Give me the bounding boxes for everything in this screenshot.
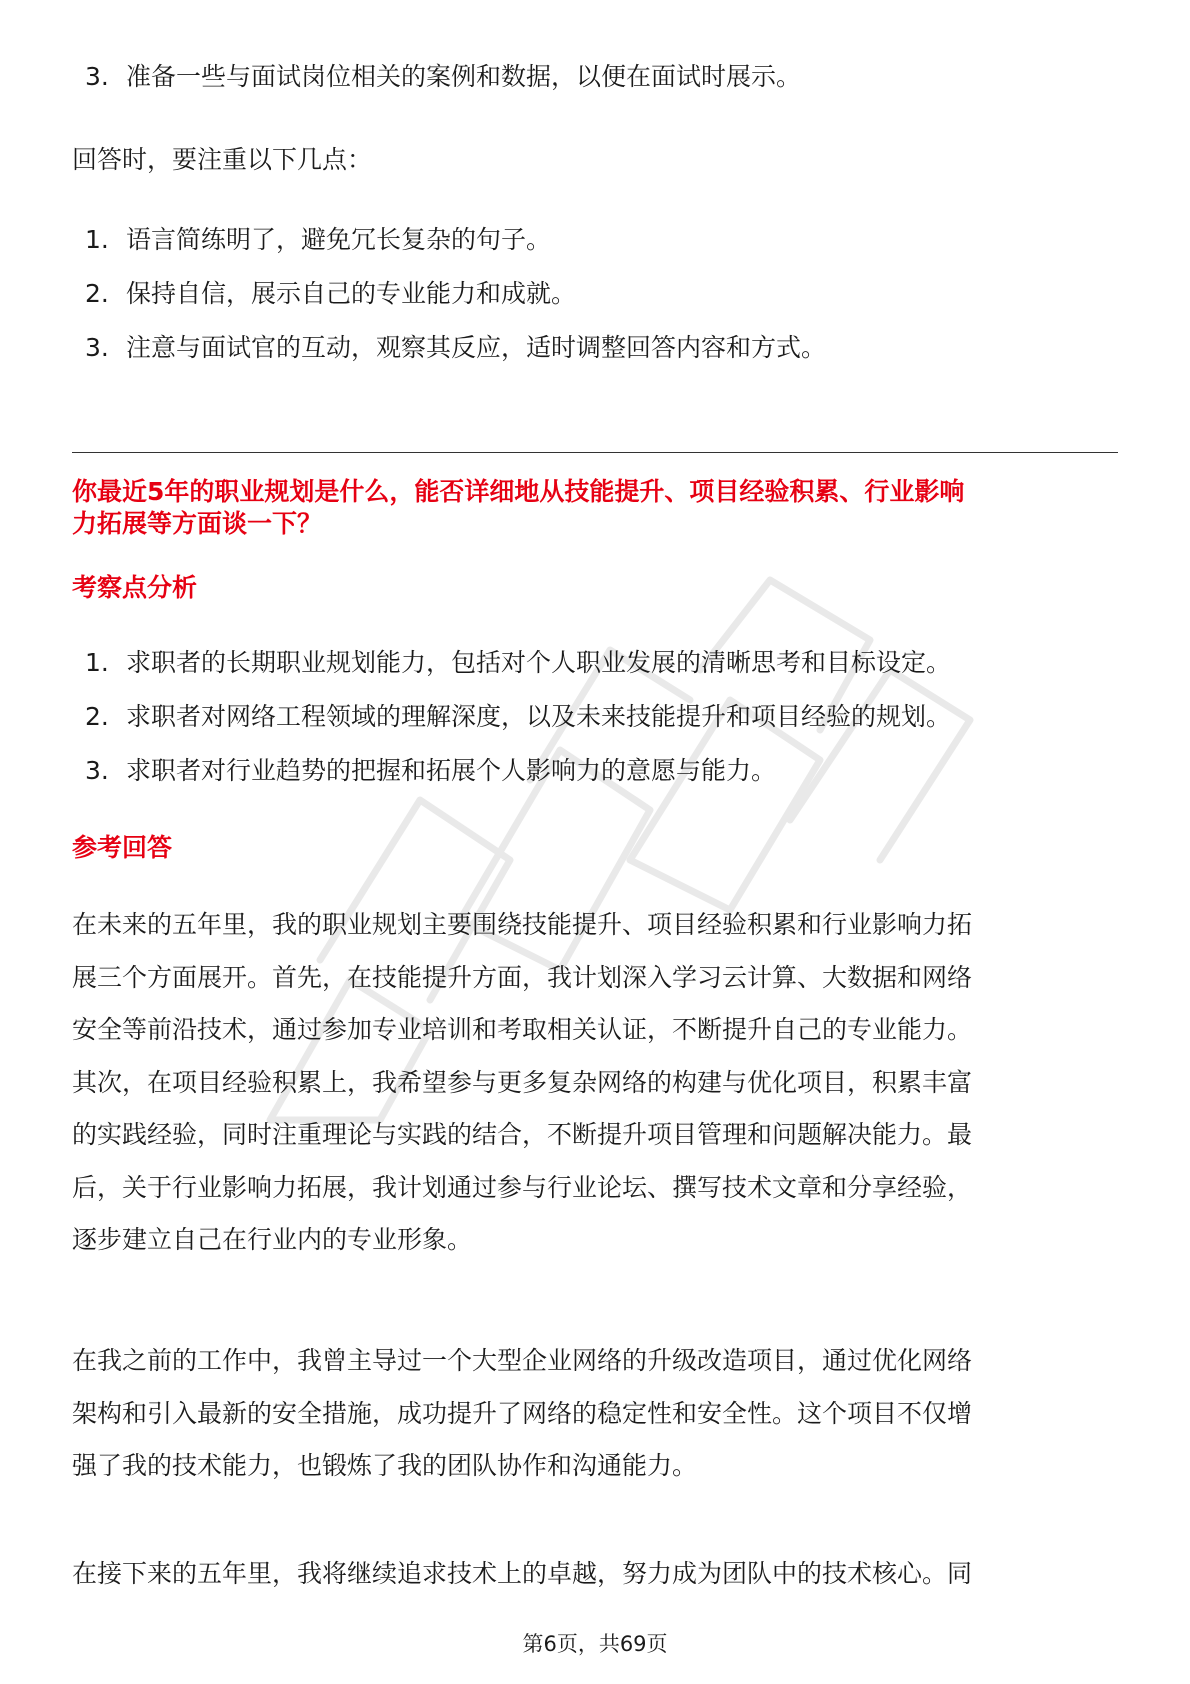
list-text: 语言简练明了，避免冗长复杂的句子。	[126, 225, 552, 254]
list-item	[72, 752, 1118, 790]
paragraph-line: 逐步建立自己在行业内的专业形象。	[72, 1225, 473, 1254]
answer-paragraph-1	[72, 899, 1118, 1267]
list-text: 保持自信，展示自己的专业能力和成就。	[126, 279, 577, 308]
preparation-list	[72, 58, 1118, 96]
paragraph-line: 在未来的五年里，我的职业规划主要围绕技能提升、项目经验积累和行业影响力拓	[72, 910, 973, 939]
list-item	[72, 58, 1118, 96]
list-item	[72, 221, 1118, 259]
answer-heading: 参考回答	[72, 833, 173, 862]
list-item	[72, 329, 1118, 367]
list-number: 3.	[85, 756, 109, 785]
section-divider	[72, 452, 1118, 453]
paragraph-line: 其次，在项目经验积累上，我希望参与更多复杂网络的构建与优化项目，积累丰富	[72, 1067, 973, 1097]
list-number: 3.	[85, 62, 109, 91]
list-item	[72, 275, 1118, 313]
analysis-list	[72, 644, 1118, 790]
question-line-2: 力拓展等方面谈一下？	[72, 509, 323, 538]
list-number: 2.	[85, 279, 109, 308]
paragraph-line: 架构和引入最新的安全措施，成功提升了网络的稳定性和安全性。这个项目不仅增	[72, 1398, 973, 1428]
paragraph-line: 的实践经验，同时注重理论与实践的结合，不断提升项目管理和问题解决能力。最	[72, 1120, 973, 1149]
list-number: 1.	[85, 225, 109, 254]
question-heading	[72, 476, 1118, 540]
list-text: 准备一些与面试岗位相关的案例和数据，以便在面试时展示。	[126, 62, 802, 91]
list-text: 求职者对行业趋势的把握和拓展个人影响力的意愿与能力。	[126, 756, 777, 785]
paragraph-line: 在我之前的工作中，我曾主导过一个大型企业网络的升级改造项目，通过优化网络	[72, 1346, 973, 1375]
paragraph-line: 后，关于行业影响力拓展，我计划通过参与行业论坛、撰写技术文章和分享经验，	[72, 1172, 973, 1202]
paragraph-line: 强了我的技术能力，也锻炼了我的团队协作和沟通能力。	[72, 1451, 698, 1480]
list-text: 注意与面试官的互动，观察其反应，适时调整回答内容和方式。	[126, 333, 827, 362]
list-text: 求职者对网络工程领域的理解深度，以及未来技能提升和项目经验的规划。	[126, 702, 952, 731]
analysis-heading: 考察点分析	[72, 573, 198, 602]
list-item	[72, 698, 1118, 736]
list-number: 1.	[85, 648, 109, 677]
answering-points-list	[72, 221, 1118, 367]
answer-paragraph-2	[72, 1335, 1118, 1493]
list-text: 求职者的长期职业规划能力，包括对个人职业发展的清晰思考和目标设定。	[126, 648, 952, 677]
paragraph-line: 安全等前沿技术，通过参加专业培训和考取相关认证，不断提升自己的专业能力。	[72, 1015, 973, 1044]
intro-line: 回答时，要注重以下几点：	[72, 145, 373, 174]
question-line-1: 你最近5年的职业规划是什么，能否详细地从技能提升、项目经验积累、行业影响	[72, 477, 965, 506]
page-number-footer: 第6页，共69页	[522, 1632, 668, 1656]
paragraph-line: 展三个方面展开。首先，在技能提升方面，我计划深入学习云计算、大数据和网络	[72, 962, 973, 992]
list-number: 3.	[85, 333, 109, 362]
paragraph-line: 在接下来的五年里，我将继续追求技术上的卓越，努力成为团队中的技术核心。同	[72, 1559, 973, 1588]
list-item	[72, 644, 1118, 682]
list-number: 2.	[85, 702, 109, 731]
answer-paragraph-3	[72, 1548, 1118, 1601]
